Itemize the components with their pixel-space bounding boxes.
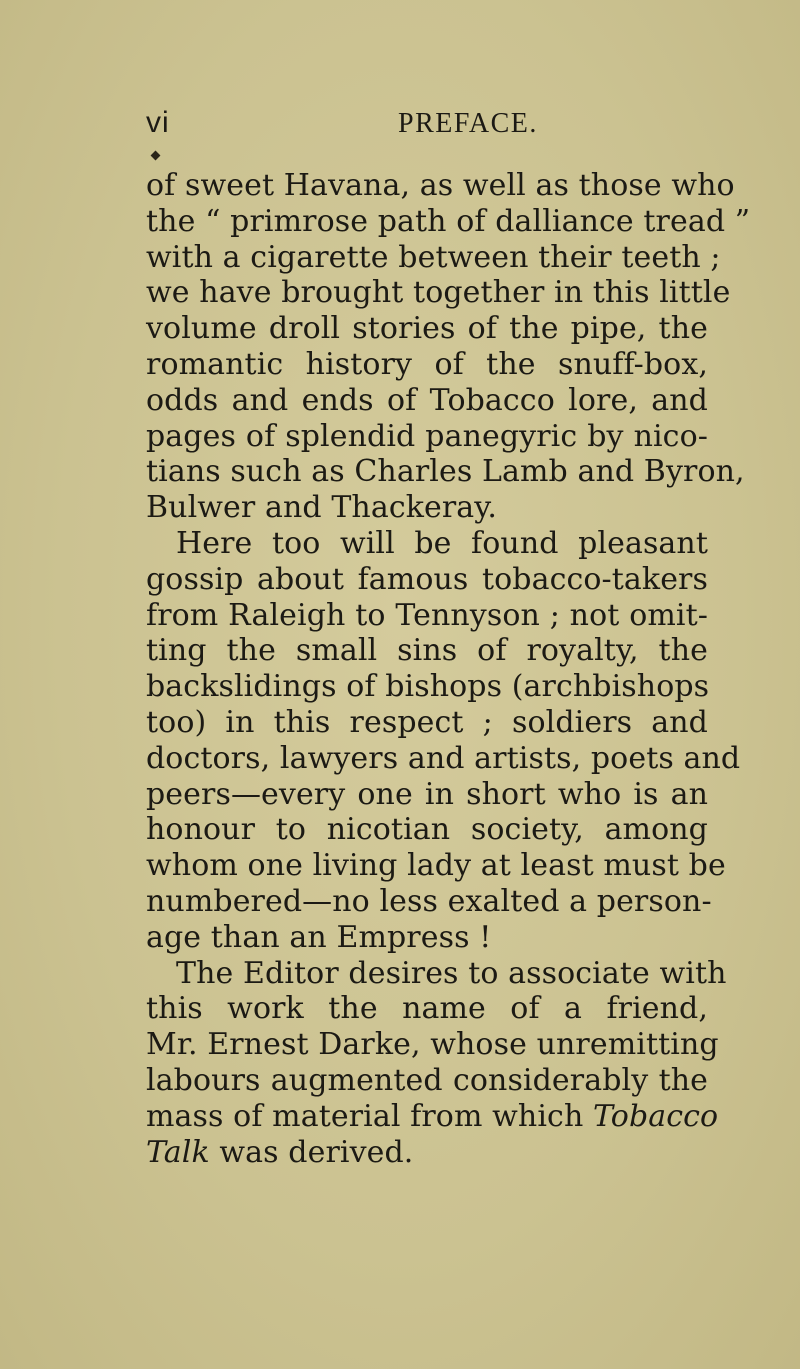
body-text [146,168,751,1170]
italic-title-end: Talk [146,1134,210,1170]
text-line: honour to nicotian society, among [146,812,708,848]
text-line: numbered—no less exalted a person- [146,883,712,919]
text-line: the “ primrose path of dalliance tread ” [146,203,751,239]
text-line: Bulwer and Thackeray. [146,490,497,526]
text-line: odds and ends of Tobacco lore, and [146,382,708,418]
ink-mark [151,151,161,161]
text-line: labours augmented considerably the [146,1062,708,1098]
text-line: tians such as Charles Lamb and Byron, [146,454,745,490]
running-head: PREFACE. [398,108,538,139]
text-line: gossip about famous tobacco-takers [146,561,708,597]
text-line: romantic history of the snuff-box, [146,346,708,382]
italic-title-start: Tobacco [593,1098,719,1134]
text-line: of sweet Havana, as well as those who [146,168,735,203]
text-line: from Raleigh to Tennyson ; not omit- [146,597,708,633]
text-line: pages of splendid panegyric by nico- [146,418,708,454]
text-line: age than an Empress ! [146,919,492,955]
text-line: Here too will be found pleasant [176,525,708,561]
text-line: doctors, lawyers and artists, poets and [146,740,741,776]
text-line: ting the small sins of royalty, the [146,633,708,669]
text-line-with-title [146,1135,708,1171]
text-line: The Editor desires to associate with [176,955,727,991]
text-segment: was derived. [209,1134,414,1170]
text-line-with-title [146,1098,719,1135]
text-line: Mr. Ernest Darke, whose unremitting [146,1027,719,1063]
text-line: backslidings of bishops (archbishops [146,669,710,705]
text-line: whom one living lady at least must be [146,848,726,884]
text-line: volume droll stories of the pipe, the [146,311,708,347]
page-number: vi [146,106,170,139]
page-header [146,106,706,146]
text-line: this work the name of a friend, [146,991,708,1027]
text-line: with a cigarette between their teeth ; [146,239,721,275]
text-line: peers—every one in short who is an [146,776,708,812]
text-line: too) in this respect ; soldiers and [146,704,708,740]
text-line: we have brought together in this little [146,275,731,311]
text-segment: mass of material from which [146,1098,584,1134]
